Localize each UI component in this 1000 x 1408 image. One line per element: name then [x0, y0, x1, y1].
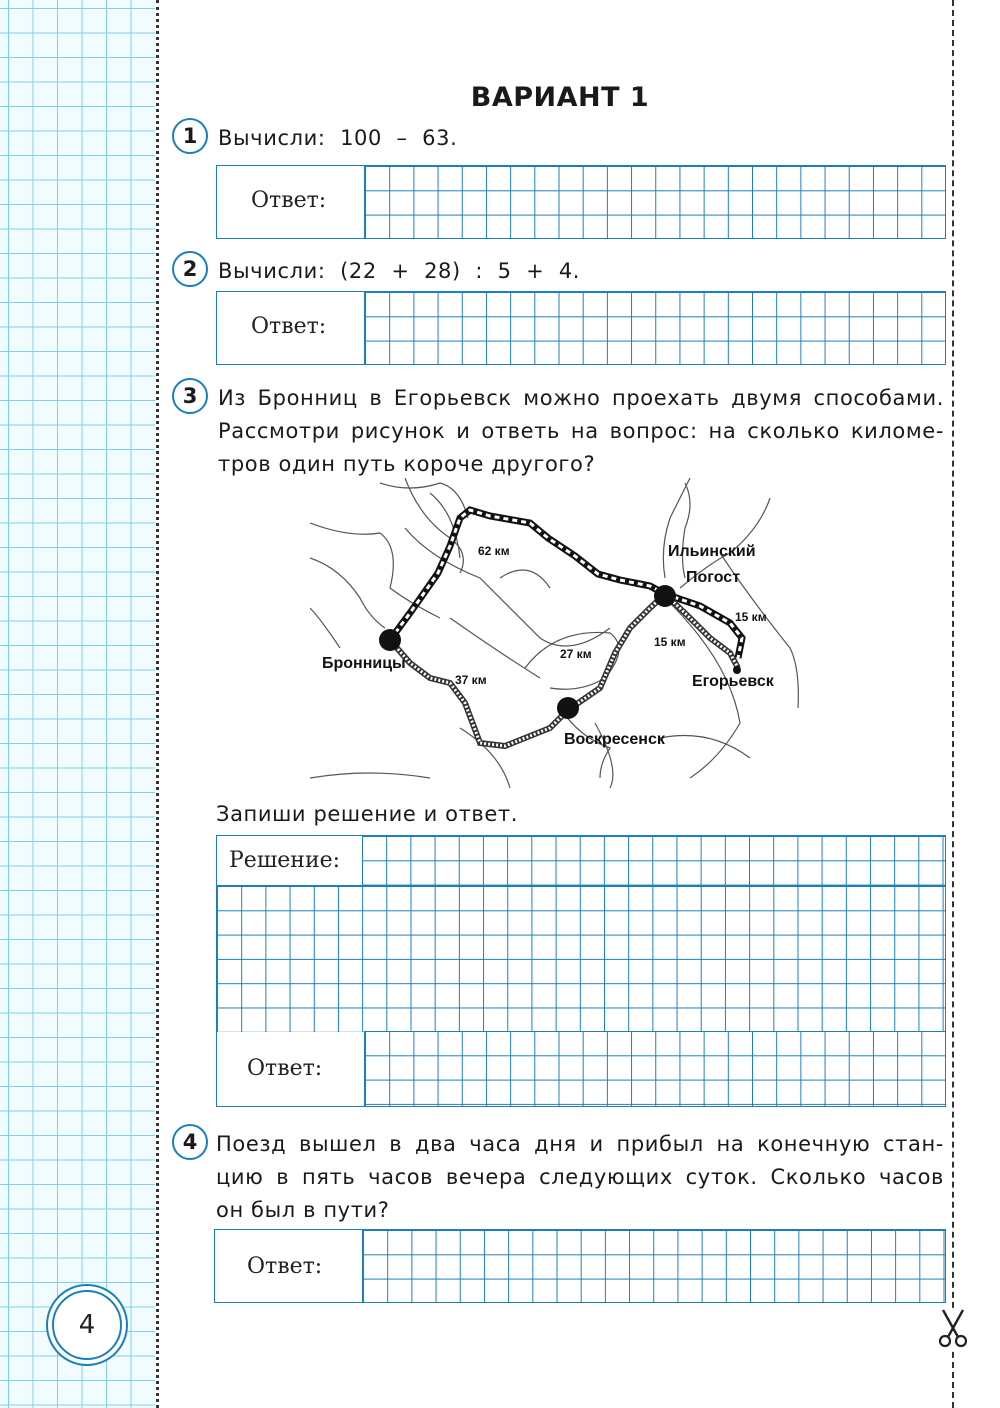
question-1-answer-box — [216, 165, 946, 239]
cut-line — [952, 0, 954, 1408]
answer-cells[interactable] — [364, 166, 945, 238]
city-dot-voskresensk — [557, 697, 579, 719]
city-dot-ilinsky — [654, 585, 676, 607]
city-label-ilinsky-1: Ильинский — [668, 543, 756, 560]
answer-cells[interactable] — [362, 1230, 945, 1302]
distance-label-27: 27 км — [560, 647, 592, 661]
question-3-text — [218, 382, 944, 481]
page-number: 4 — [52, 1290, 122, 1360]
question-4-answer-box — [214, 1229, 946, 1303]
margin-grid — [0, 0, 155, 1408]
city-label-ilinsky-2: Погост — [686, 569, 741, 586]
answer-cells[interactable] — [364, 1031, 945, 1106]
solution-grid-top[interactable] — [362, 836, 945, 886]
distance-label-15-lower: 15 км — [654, 635, 686, 649]
city-label-egorevsk: Егорьевск — [692, 673, 774, 690]
city-label-bronnitsy: Бронницы — [322, 655, 406, 672]
answer-label: Ответ: — [251, 314, 327, 339]
question-1-number: 1 — [172, 118, 208, 154]
question-4-number: 4 — [172, 1124, 208, 1160]
solution-label: Решение: — [229, 848, 341, 873]
question-2-answer-box — [216, 291, 946, 365]
distance-label-15-upper: 15 км — [735, 610, 767, 624]
answer-label: Ответ: — [251, 188, 327, 213]
question-4-line-3: он был в пути? — [216, 1198, 390, 1222]
answer-label: Ответ: — [247, 1254, 323, 1279]
question-3-number: 3 — [172, 378, 208, 414]
city-dot-bronnitsy — [379, 629, 401, 651]
distance-label-62: 62 км — [478, 544, 510, 558]
question-3-instruction: Запиши решение и ответ. — [216, 802, 519, 826]
answer-label: Ответ: — [247, 1056, 323, 1081]
distance-label-37: 37 км — [455, 673, 487, 687]
question-3-line-1: Из Бронниц в Егорьевск можно проехать двумя способами. — [218, 386, 944, 410]
city-label-voskresensk: Воскресенск — [564, 731, 665, 748]
question-3-line-2: Рассмотри рисунок и ответь на вопрос: на сколько киломе- — [218, 419, 944, 443]
route-map — [310, 478, 805, 790]
question-2-number: 2 — [172, 251, 208, 287]
solution-grid[interactable] — [217, 885, 945, 1032]
question-1-text: Вычисли: 100 – 63. — [218, 126, 458, 150]
question-4-line-1: Поезд вышел в два часа дня и прибыл на конечную стан- — [216, 1132, 944, 1156]
perforation-line — [156, 0, 159, 1408]
question-4-text — [216, 1128, 944, 1227]
answer-cells[interactable] — [364, 292, 945, 364]
scissors-icon — [936, 1308, 970, 1348]
question-3-solution-box — [216, 835, 946, 1107]
question-3-line-3: тров один путь короче другого? — [218, 452, 596, 476]
page-title: ВАРИАНТ 1 — [470, 82, 650, 113]
question-4-line-2: цию в пять часов вечера следующих суток. Сколько часов — [216, 1165, 944, 1189]
question-2-text: Вычисли: (22 + 28) : 5 + 4. — [218, 259, 581, 283]
